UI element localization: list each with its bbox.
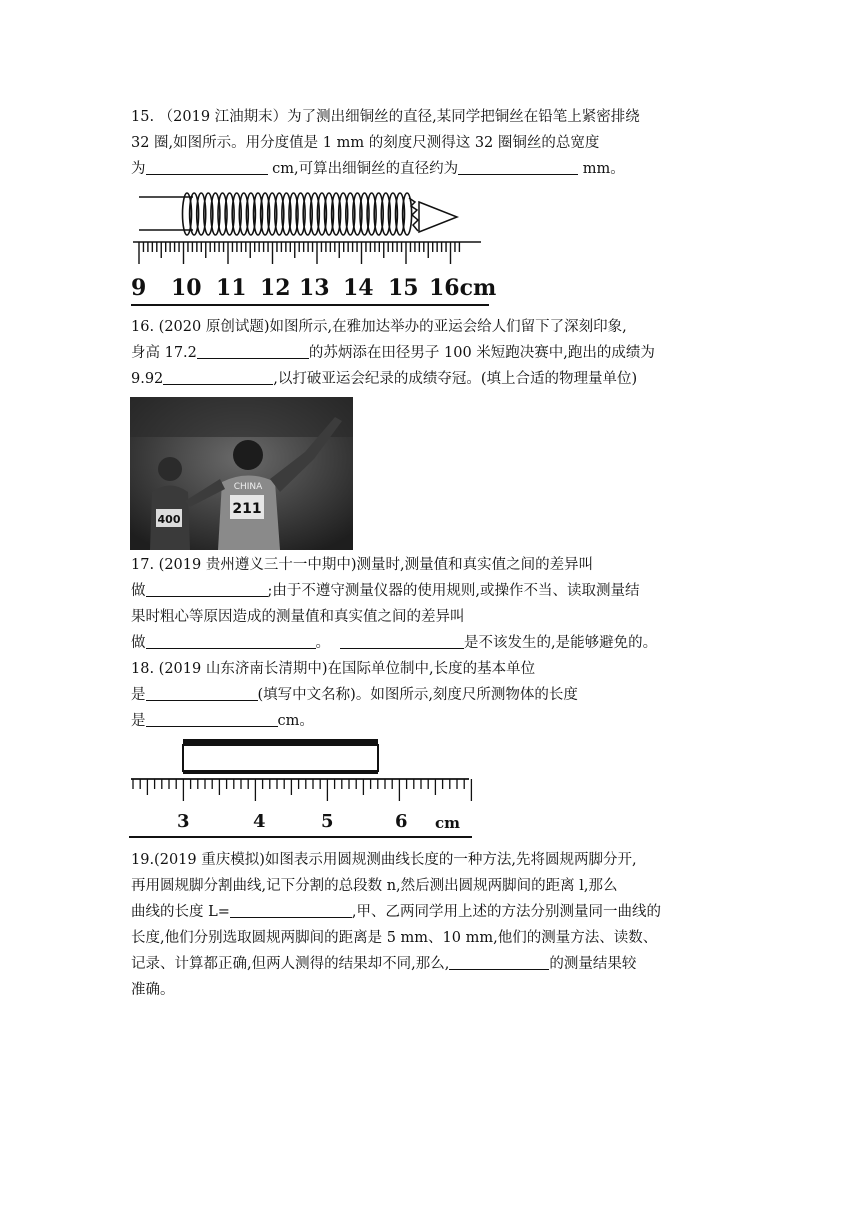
q15-answer-blank-2[interactable] bbox=[458, 159, 578, 175]
ruler-label-14: 14 bbox=[343, 275, 374, 301]
q15-answer-blank-1[interactable] bbox=[146, 159, 268, 175]
q18-ruler-labels bbox=[129, 811, 474, 835]
q15-text-b: cm,可算出细铜丝的直径约为 bbox=[267, 161, 459, 177]
q17-text-c: 做 bbox=[131, 635, 146, 651]
q18-line-1: 18. (2019 山东济南长清期中)在国际单位制中,长度的基本单位 bbox=[131, 661, 536, 677]
q19-line-2: 再用圆规脚分割曲线,记下分割的总段数 n,然后测出圆规两脚间的距离 l,那么 bbox=[131, 878, 618, 894]
ruler-label-11: 11 bbox=[216, 275, 247, 301]
photo-shirt-text: CHINA bbox=[233, 482, 263, 492]
q19-text-d: 的测量结果较 bbox=[549, 956, 637, 972]
q19-text-a: 曲线的长度 L= bbox=[131, 904, 230, 920]
q17-text-e: 是不该发生的,是能够避免的。 bbox=[464, 635, 658, 651]
q17-text-b: ;由于不遵守测量仪器的使用规则,或操作不当、读取测量结 bbox=[267, 583, 640, 599]
q17-answer-blank-1[interactable] bbox=[146, 581, 268, 597]
q16-text-b: 的苏炳添在田径男子 100 米短跑决赛中,跑出的成绩为 bbox=[308, 345, 655, 361]
q18-text-b: (填写中文名称)。如图所示,刻度尺所测物体的长度 bbox=[257, 687, 578, 703]
q15-line-3 bbox=[131, 159, 625, 179]
q17-answer-blank-3[interactable] bbox=[340, 633, 464, 649]
q15-text-a: 为 bbox=[131, 161, 146, 177]
q17-text-a: 做 bbox=[131, 583, 146, 599]
ruler-label-12: 12 bbox=[260, 275, 291, 301]
q17-line-3: 果时粗心等原因造成的测量值和真实值之间的差异叫 bbox=[131, 609, 465, 625]
ruler-15 bbox=[133, 242, 481, 264]
q15-text-c: mm。 bbox=[578, 161, 625, 177]
q16-sprinter-photo bbox=[130, 397, 353, 550]
ruler-label-16cm: 16cm bbox=[429, 275, 497, 301]
q17-line-1: 17. (2019 贵州遵义三十一中期中)测量时,测量值和真实值之间的差异叫 bbox=[131, 557, 594, 573]
copper-wire-coils bbox=[183, 193, 412, 235]
q19-answer-blank-1[interactable] bbox=[230, 902, 352, 918]
q17-line-4 bbox=[131, 633, 657, 653]
q16-answer-blank-2[interactable] bbox=[163, 369, 273, 385]
q16-line-2 bbox=[131, 343, 655, 363]
q18-text-a: 是 bbox=[131, 687, 146, 703]
ruler-label-13: 13 bbox=[299, 275, 330, 301]
q18-answer-blank-2[interactable] bbox=[146, 711, 278, 727]
ruler18-label-3: 3 bbox=[177, 811, 190, 832]
q17-line-2 bbox=[131, 581, 640, 601]
q19-line-1: 19.(2019 重庆模拟)如图表示用圆规测曲线长度的一种方法,先将圆规两脚分开, bbox=[131, 852, 637, 868]
ruler18-label-4: 4 bbox=[253, 811, 266, 832]
q19-line-6: 准确。 bbox=[131, 982, 175, 998]
q18-line-3 bbox=[131, 711, 314, 731]
q19-answer-blank-2[interactable] bbox=[449, 954, 549, 970]
q16-answer-blank-1[interactable] bbox=[197, 343, 309, 359]
ruler-18 bbox=[131, 779, 471, 801]
q15-line-1: 15. （2019 江油期末）为了测出细铜丝的直径,某同学把铜丝在铅笔上紧密排绕 bbox=[131, 109, 640, 125]
q19-text-c: 记录、计算都正确,但两人测得的结果却不同,那么, bbox=[131, 956, 450, 972]
ruler-label-9: 9 bbox=[131, 275, 147, 301]
ruler-label-10: 10 bbox=[171, 275, 202, 301]
ruler-label-15: 15 bbox=[388, 275, 419, 301]
q18-line-2 bbox=[131, 685, 578, 705]
q15-ruler-labels bbox=[131, 275, 501, 303]
measured-object bbox=[183, 739, 378, 774]
q19-text-b: ,甲、乙两同学用上述的方法分别测量同一曲线的 bbox=[351, 904, 661, 920]
q16-text-d: ,以打破亚运会纪录的成绩夺冠。(填上合适的物理量单位) bbox=[273, 371, 638, 387]
ruler18-label-5: 5 bbox=[321, 811, 334, 832]
q18-answer-blank-1[interactable] bbox=[146, 685, 258, 701]
q17-text-d: 。 bbox=[315, 635, 330, 651]
q19-line-4: 长度,他们分别选取圆规两脚间的距离是 5 mm、10 mm,他们的测量方法、读数、 bbox=[131, 930, 658, 946]
photo-bib-right: 211 bbox=[232, 501, 262, 517]
ruler18-label-cm: cm bbox=[435, 814, 461, 832]
q16-text-a: 身高 17.2 bbox=[131, 345, 197, 361]
q19-line-3 bbox=[131, 902, 661, 922]
photo-bib-left: 400 bbox=[157, 513, 181, 526]
q18-text-c: 是 bbox=[131, 713, 146, 729]
q16-line-1: 16. (2020 原创试题)如图所示,在雅加达举办的亚运会给人们留下了深刻印象, bbox=[131, 319, 627, 335]
q16-text-c: 9.92 bbox=[131, 371, 164, 387]
q16-line-3 bbox=[131, 369, 637, 389]
q18-text-d: cm。 bbox=[277, 713, 314, 729]
q17-answer-blank-2[interactable] bbox=[146, 633, 316, 649]
ruler18-label-6: 6 bbox=[395, 811, 408, 832]
q19-line-5 bbox=[131, 954, 636, 974]
q15-line-2: 32 圈,如图所示。用分度值是 1 mm 的刻度尺测得这 32 圈铜丝的总宽度 bbox=[131, 135, 600, 151]
